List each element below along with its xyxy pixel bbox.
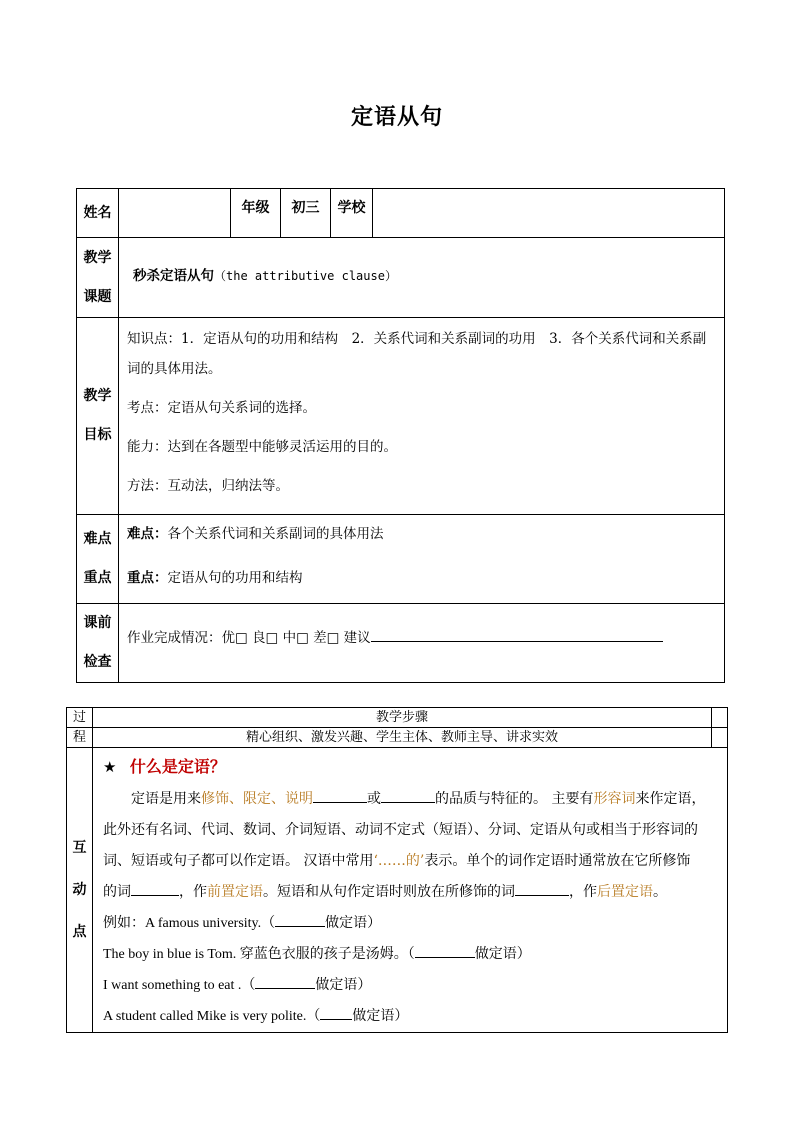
ex-blank-2[interactable]	[415, 943, 475, 958]
ex-blank-3[interactable]	[255, 974, 315, 989]
goal-cell	[119, 318, 725, 515]
goal-label-line2: 目标	[83, 427, 112, 443]
topic-label-line2: 课题	[83, 288, 112, 305]
topic-label	[77, 238, 119, 318]
highlight-adjective: 形容词	[593, 791, 636, 807]
suggestion-blank[interactable]	[371, 627, 663, 642]
topic-cell	[119, 238, 725, 318]
content-cell	[93, 748, 728, 1033]
para-4: 的词 ，作前置定语。短语和从句作定语时则放在所修饰的词 ，作后置定语。	[103, 877, 721, 908]
name-field[interactable]	[119, 189, 231, 238]
example-4: A student called Mike is very polite.（ 做定语）	[103, 1001, 721, 1032]
section-label	[67, 748, 93, 1033]
check-label-line2: 检查	[83, 654, 112, 670]
grade-label: 年级	[231, 189, 281, 238]
steps-subheader-row	[67, 728, 728, 748]
focus-text: 定语从句的功用和结构	[167, 570, 303, 586]
steps-subheader-side	[712, 728, 728, 748]
goal-knowledge-line2: 词的具体用法。	[127, 361, 222, 377]
steps-header: 教学步骤	[93, 708, 712, 728]
school-field[interactable]	[373, 189, 725, 238]
steps-header-side	[712, 708, 728, 728]
name-label: 姓名	[77, 189, 119, 238]
ex-blank-4[interactable]	[320, 1005, 352, 1020]
check-row	[77, 604, 725, 683]
goal-method: 方法：互动法，归纳法等。	[127, 478, 289, 494]
goal-exam: 考点：定语从句关系词的选择。	[127, 400, 316, 416]
info-table	[76, 188, 725, 683]
ex-blank-1[interactable]	[275, 912, 325, 927]
process-label-1: 过	[67, 708, 93, 728]
para-3: 词、短语或句子都可以作定语。 汉语中常用‘……的’表示。单个的词作定语时通常放在它所修饰	[103, 853, 691, 869]
example-3: I want something to eat .（ 做定语）	[103, 970, 721, 1001]
content-row	[67, 748, 728, 1033]
check-cell	[119, 604, 725, 683]
check-text: 作业完成情况：优□ 良□ 中□ 差□ 建议	[127, 630, 371, 646]
goal-knowledge-line1: 知识点：1．定语从句的功用和结构 2．关系代词和关系副词的功用 3．各个关系代词和关系副	[127, 331, 707, 347]
grade-value: 初三	[281, 189, 331, 238]
goal-label	[77, 318, 119, 515]
highlight-post: 后置定语	[597, 884, 653, 900]
key-label-line2: 重点	[83, 570, 112, 586]
blank-4[interactable]	[515, 881, 569, 896]
page-title: 定语从句	[350, 104, 443, 130]
example-2: The boy in blue is Tom. 穿蓝色衣服的孩子是汤姆。（ 做定语）	[103, 939, 721, 970]
topic-en: （the attributive clause）	[214, 269, 397, 283]
blank-2[interactable]	[381, 788, 435, 803]
key-cell	[119, 515, 725, 604]
topic-row	[77, 238, 725, 318]
goal-row	[77, 318, 725, 515]
section-label-1: 互	[72, 840, 87, 856]
name-row	[77, 189, 725, 238]
check-label	[77, 604, 119, 683]
goal-label-line1: 教学	[83, 388, 112, 404]
blank-1[interactable]	[313, 788, 367, 803]
steps-header-row	[67, 708, 728, 728]
topic-cn: 秒杀定语从句	[133, 268, 214, 284]
para-1: 定语是用来修饰、限定、说明 或 的品质与特征的。 主要有形容词来作定语，	[103, 784, 721, 815]
para-2: 此外还有名词、代词、数词、介词短语、动词不定式（短语）、分词、定语从句或相当于形容词的	[103, 822, 698, 838]
example-1: 例如：A famous university.（ 做定语）	[103, 908, 721, 939]
key-row	[77, 515, 725, 604]
highlight-de: ‘……的’	[373, 853, 425, 869]
school-label: 学校	[331, 189, 373, 238]
section-label-2: 动	[72, 882, 87, 898]
section-label-3: 点	[72, 924, 87, 940]
key-label-line1: 难点	[83, 531, 112, 547]
difficult-text: 各个关系代词和关系副词的具体用法	[167, 526, 384, 542]
goal-ability: 能力：达到在各题型中能够灵活运用的目的。	[127, 439, 397, 455]
difficult-label: 难点：	[127, 526, 168, 542]
check-label-line1: 课前	[83, 615, 112, 631]
topic-label-line1: 教学	[83, 249, 112, 266]
question-title: 什么是定语？	[129, 757, 226, 776]
blank-3[interactable]	[131, 881, 179, 896]
process-label-2: 程	[67, 728, 93, 748]
star-icon: ★	[103, 758, 117, 776]
steps-table	[66, 707, 728, 1033]
steps-subheader: 精心组织、激发兴趣、学生主体、教师主导、讲求实效	[93, 728, 712, 748]
highlight-modify: 修饰、限定、说明	[201, 791, 313, 807]
key-label	[77, 515, 119, 604]
focus-label: 重点：	[127, 570, 168, 586]
highlight-pre: 前置定语	[207, 884, 263, 900]
